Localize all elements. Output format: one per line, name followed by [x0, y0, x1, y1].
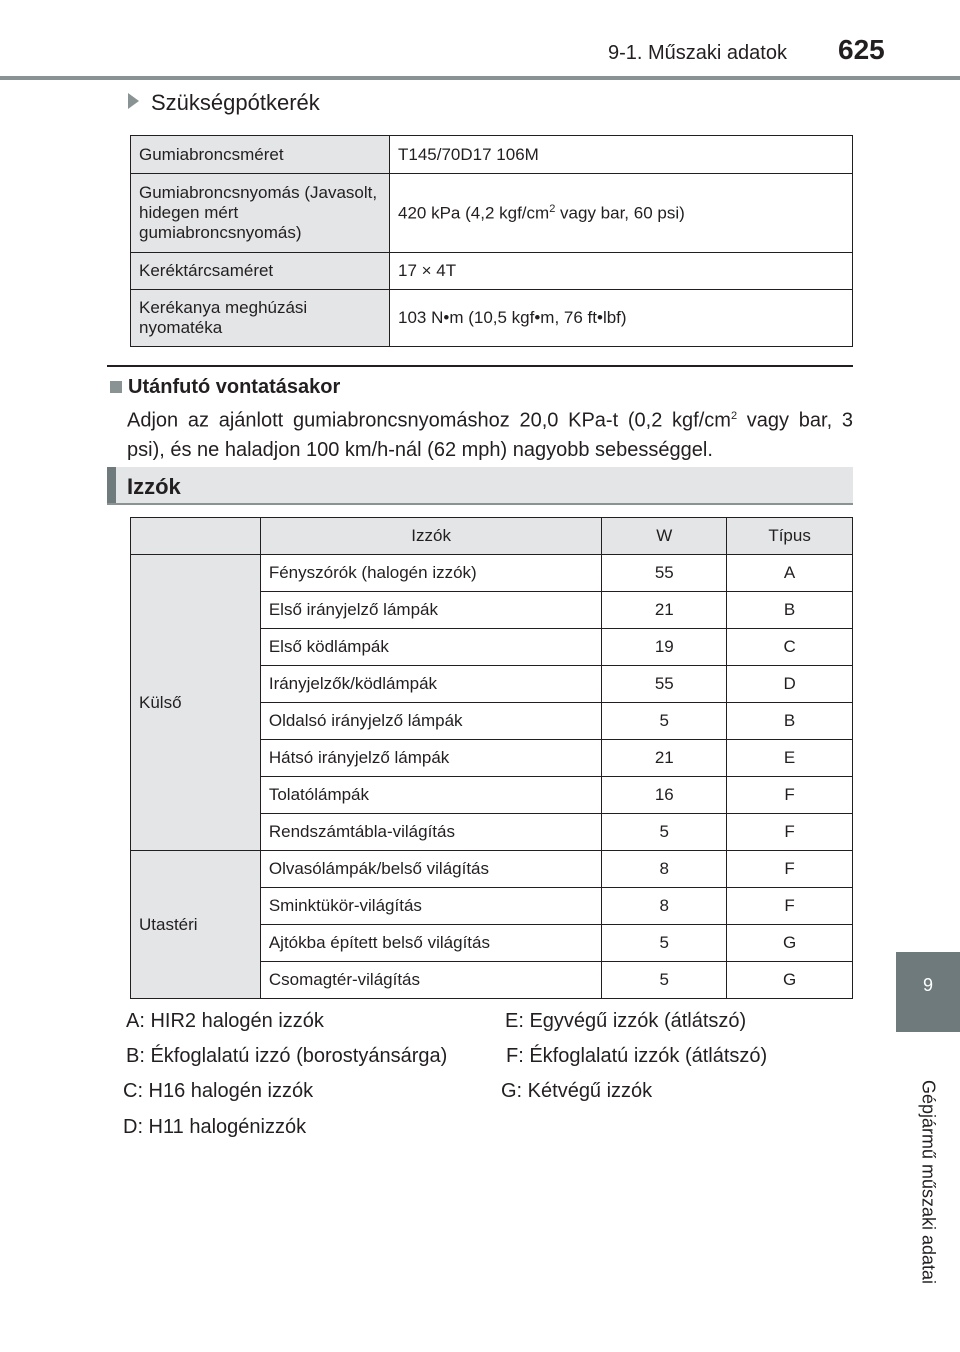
group-label: Utastéri: [131, 851, 261, 999]
bulb-name: Első ködlámpák: [260, 629, 602, 666]
bulb-watt: 55: [602, 666, 727, 703]
header-cell-empty: [131, 518, 261, 555]
bulb-type: B: [727, 592, 853, 629]
section-title: 9-1. Műszaki adatok: [608, 42, 787, 64]
legend-item: D: H11 halogénizzók: [123, 1116, 307, 1138]
bulb-type: G: [727, 962, 853, 999]
trailer-heading-text: Utánfutó vontatásakor: [128, 376, 341, 398]
bulb-type: A: [727, 555, 853, 592]
section-divider: [107, 365, 853, 367]
spec-value: [390, 174, 853, 253]
trailer-text-part: Adjon az ajánlott gumiabroncsnyomáshoz 20,0 KPa-t (0,2 kgf/cm: [127, 409, 731, 432]
bulb-type: F: [727, 814, 853, 851]
column-header: Izzók: [260, 518, 602, 555]
table-row: [131, 136, 853, 174]
spare-tire-heading: [128, 90, 320, 116]
bulb-watt: 21: [602, 740, 727, 777]
bulb-type: E: [727, 740, 853, 777]
spare-tire-heading-text: Szükségpótkerék: [151, 90, 320, 115]
page-number: 625: [838, 34, 885, 65]
chapter-tab[interactable]: 9: [896, 952, 960, 1032]
spare-tire-table: [130, 135, 853, 347]
bulb-name: Hátsó irányjelző lámpák: [260, 740, 602, 777]
bulb-type: D: [727, 666, 853, 703]
header-rule: [0, 76, 960, 80]
legend-item: E: Egyvégű izzók (átlátszó): [505, 1010, 747, 1032]
spec-label: Keréktárcsaméret: [131, 253, 390, 290]
spec-value: 17 × 4T: [390, 253, 853, 290]
bulb-watt: 8: [602, 888, 727, 925]
trailer-heading: [110, 376, 340, 399]
table-row: [131, 253, 853, 290]
legend-item: F: Ékfoglalatú izzók (átlátszó): [506, 1045, 768, 1067]
bulbs-section-header: [107, 467, 853, 503]
bulb-name: Irányjelzők/ködlámpák: [260, 666, 602, 703]
table-row: [131, 555, 853, 592]
spec-label: Kerékanya meghúzási nyomatéka: [131, 290, 390, 347]
bulb-type: G: [727, 925, 853, 962]
legend-item: C: H16 halogén izzók: [123, 1080, 314, 1102]
table-header-row: [131, 518, 853, 555]
bulb-type: C: [727, 629, 853, 666]
section-accent: [107, 467, 116, 503]
bulb-watt: 21: [602, 592, 727, 629]
bulbs-heading: Izzók: [127, 474, 181, 499]
chapter-title: Gépjármű műszaki adatai: [918, 1079, 939, 1285]
bulb-name: Fényszórók (halogén izzók): [260, 555, 602, 592]
bulb-watt: 19: [602, 629, 727, 666]
bulb-watt: 8: [602, 851, 727, 888]
bulb-name: Tolatólámpák: [260, 777, 602, 814]
legend-item: A: HIR2 halogén izzók: [126, 1010, 324, 1032]
legend-item: B: Ékfoglalatú izzó (borostyánsárga): [126, 1045, 448, 1067]
table-row: [131, 290, 853, 347]
bulb-name: Sminktükör-világítás: [260, 888, 602, 925]
bulb-name: Csomagtér-világítás: [260, 962, 602, 999]
trailer-text-part: vagy bar, 3 psi), és ne haladjon 100 km/h-nál (62 mph) nagyobb sebességgel.: [127, 409, 853, 461]
bulb-type: B: [727, 703, 853, 740]
column-header: Típus: [727, 518, 853, 555]
bulb-table: [130, 517, 853, 999]
spec-value: T145/70D17 106M: [390, 136, 853, 174]
bulb-watt: 5: [602, 962, 727, 999]
spec-value: 103 N•m (10,5 kgf•m, 76 ft•lbf): [390, 290, 853, 347]
trailer-text: [127, 402, 853, 465]
legend-item: G: Kétvégű izzók: [501, 1080, 653, 1102]
square-bullet-icon: [110, 381, 122, 393]
spec-label: Gumiabroncsnyomás (Javasolt, hidegen mért gumiabroncsnyomás): [131, 174, 390, 253]
bulb-type: F: [727, 888, 853, 925]
bulb-name: Oldalsó irányjelző lámpák: [260, 703, 602, 740]
superscript: 2: [730, 410, 738, 422]
superscript: 2: [549, 202, 556, 215]
bulb-type: F: [727, 777, 853, 814]
column-header: W: [602, 518, 727, 555]
section-underline: [107, 503, 853, 505]
chapter-label: [896, 1032, 960, 1332]
spec-label: Gumiabroncsméret: [131, 136, 390, 174]
bulb-watt: 55: [602, 555, 727, 592]
bulb-watt: 5: [602, 814, 727, 851]
bulb-name: Rendszámtábla-világítás: [260, 814, 602, 851]
bulb-name: Első irányjelző lámpák: [260, 592, 602, 629]
table-row: [131, 174, 853, 253]
bulb-name: Ajtókba épített belső világítás: [260, 925, 602, 962]
bulb-watt: 5: [602, 703, 727, 740]
bulb-type: F: [727, 851, 853, 888]
bulb-watt: 5: [602, 925, 727, 962]
group-label: Külső: [131, 555, 261, 851]
bulb-name: Olvasólámpák/belső világítás: [260, 851, 602, 888]
spec-value-text: 420 kPa (4,2 kgf/cm: [398, 203, 550, 223]
bulb-watt: 16: [602, 777, 727, 814]
table-row: [131, 851, 853, 888]
triangle-bullet-icon: [128, 93, 139, 109]
spec-value-text: vagy bar, 60 psi): [555, 203, 685, 223]
